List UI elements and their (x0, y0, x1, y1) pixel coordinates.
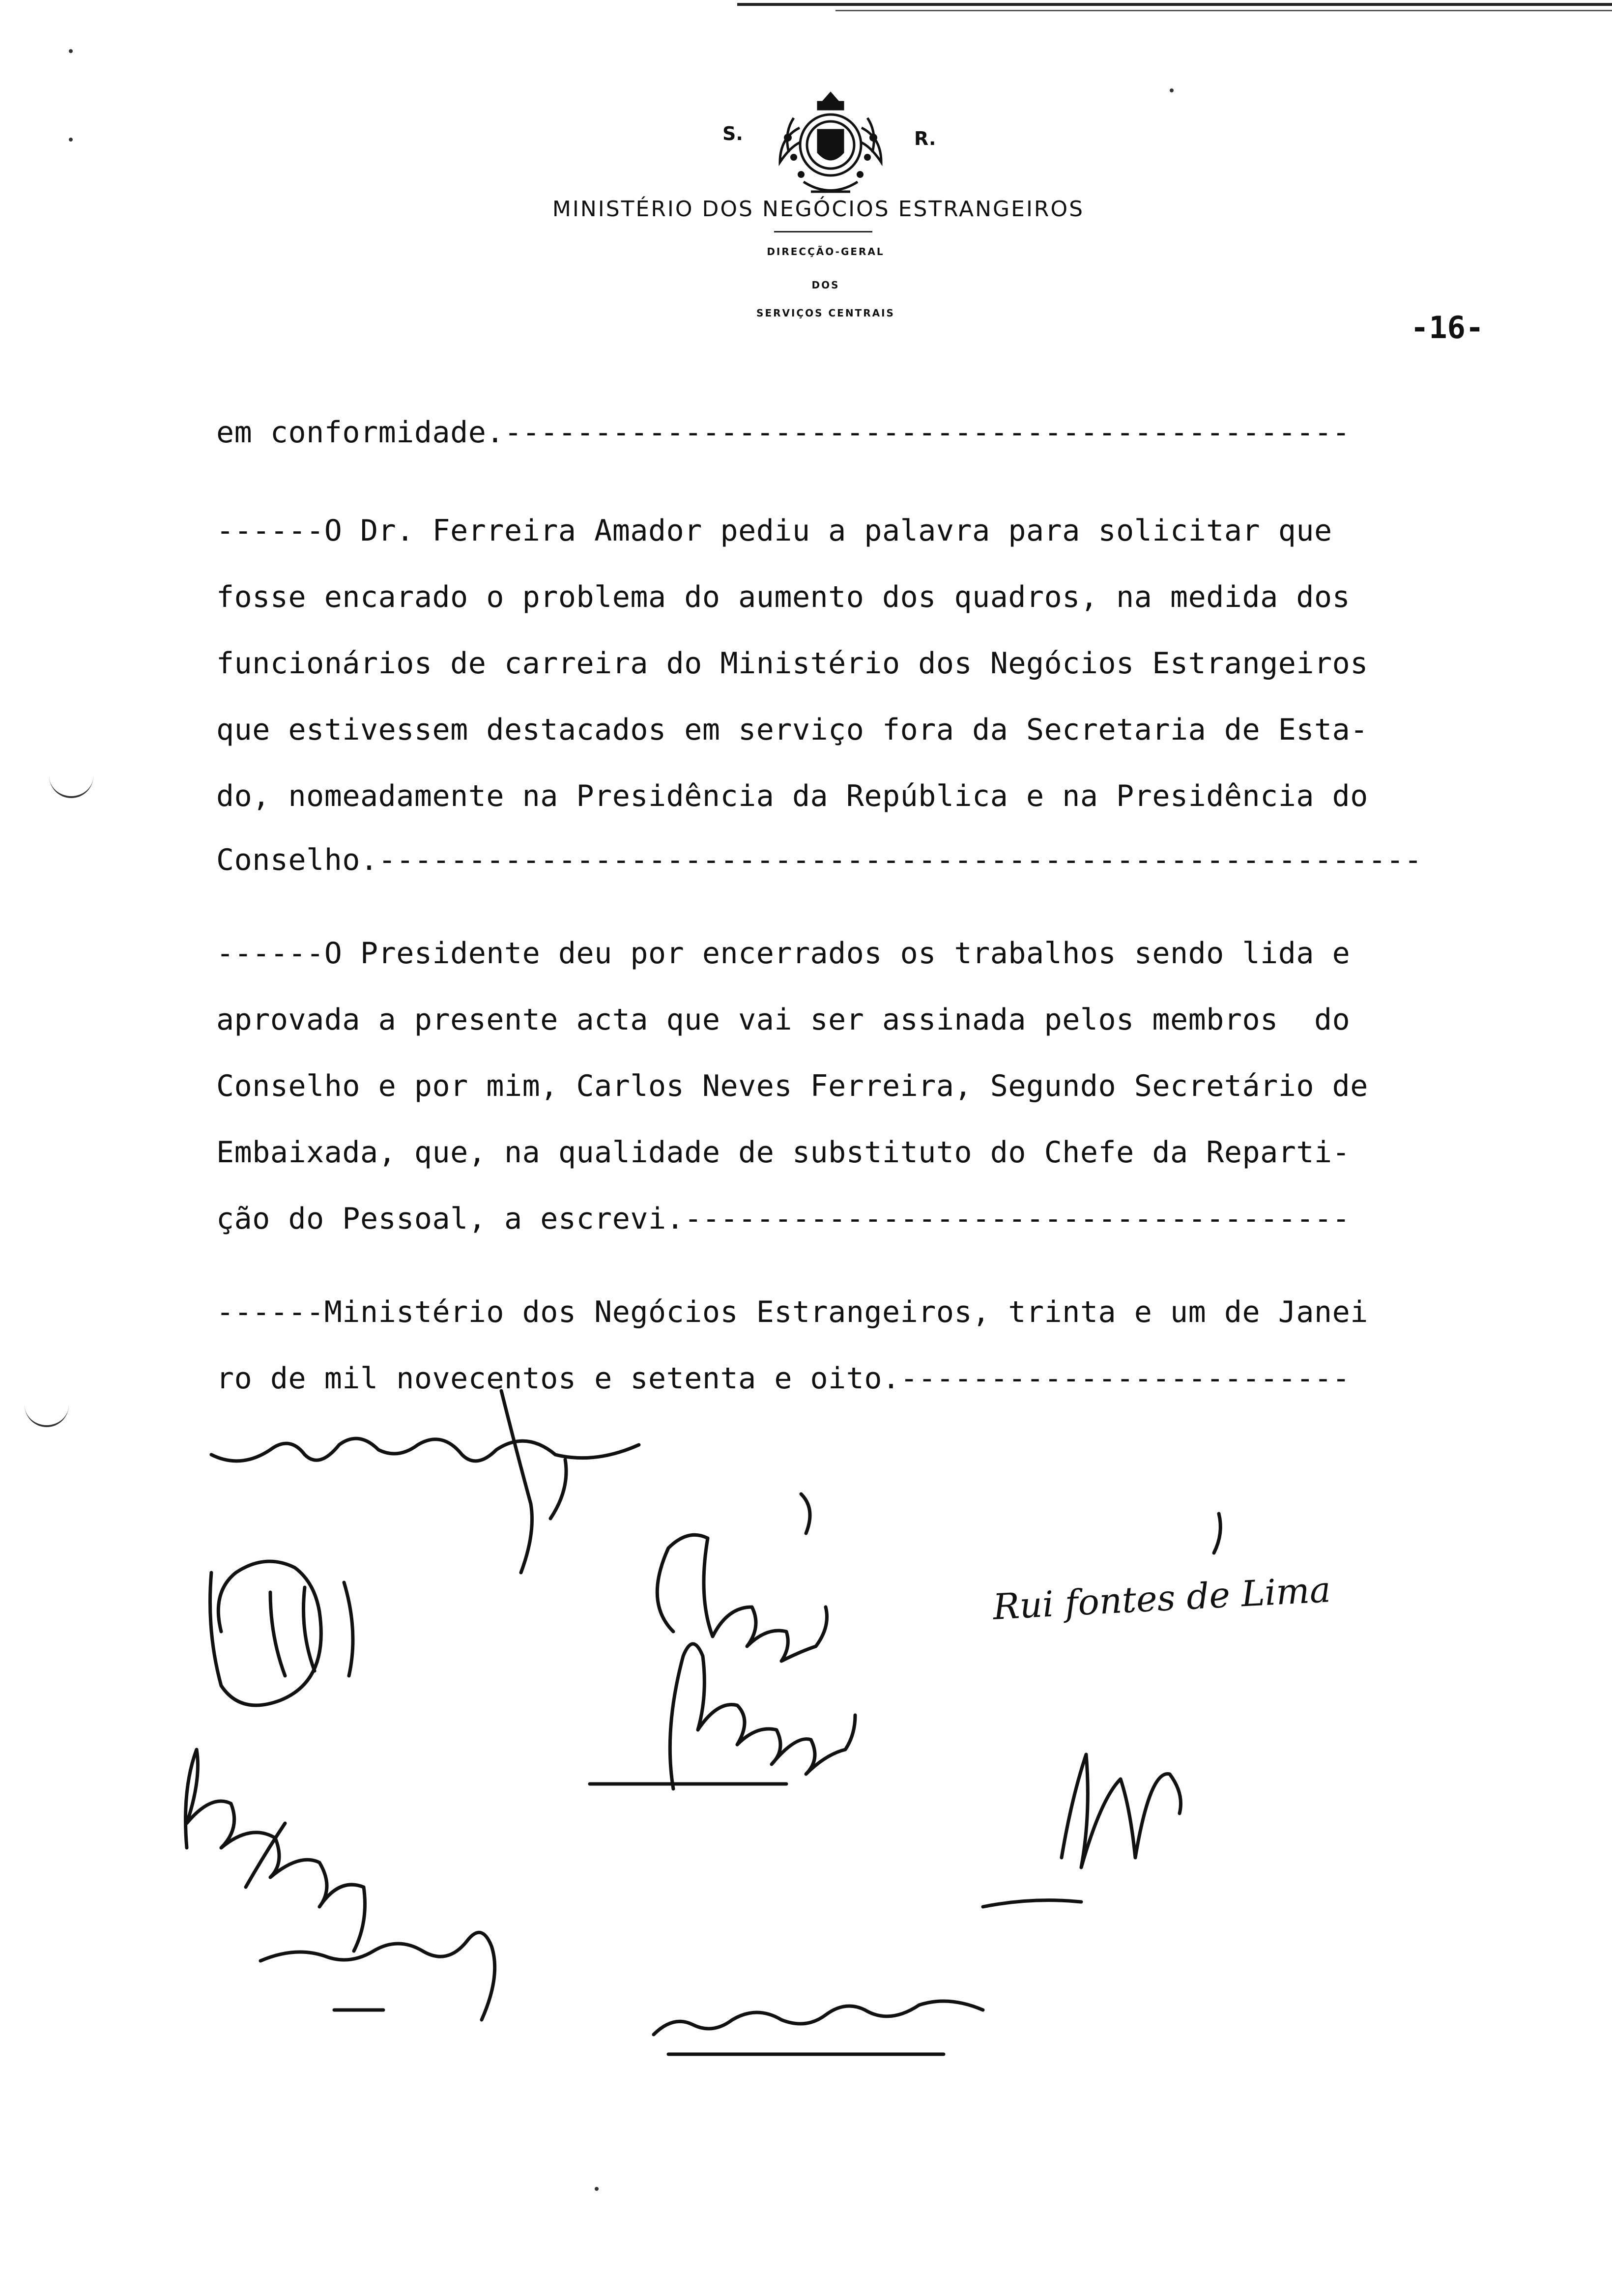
scan-speck (69, 49, 73, 53)
margin-punch-mark (49, 767, 93, 798)
signature-7 (1062, 1754, 1181, 1867)
text-line: aprovada a presente acta que vai ser assinada pelos membros do (216, 1003, 1351, 1037)
text-line: Conselho e por mim, Carlos Neves Ferreira, Segundo Secretário de (216, 1069, 1368, 1103)
letterhead (0, 79, 1612, 354)
text-line: funcionários de carreira do Ministério dos Negócios Estrangeiros (216, 646, 1368, 681)
text-line: ------Ministério dos Negócios Estrangeiros, trinta e um de Janei (216, 1295, 1368, 1329)
directorate-line-3: SERVIÇOS CENTRAIS (756, 307, 895, 319)
signature-block (147, 1386, 1573, 2098)
signature-4 (670, 1644, 855, 1789)
coat-of-arms-icon (764, 84, 897, 206)
signature-5 (186, 1750, 365, 1951)
margin-punch-mark (25, 1396, 69, 1427)
text-line: Conselho.---------------------------------------------------------- (216, 843, 1422, 877)
top-border-line-secondary (835, 10, 1612, 11)
text-line: ção do Pessoal, a escrevi.------------------------------------- (216, 1202, 1351, 1236)
page-number: -16- (1410, 310, 1484, 345)
text-line: ------O Dr. Ferreira Amador pediu a palavra para solicitar que (216, 514, 1332, 548)
text-line: ------O Presidente deu por encerrados os trabalhos sendo lida e (216, 936, 1351, 971)
text-line: ro de mil novecentos e setenta e oito.------------------------- (216, 1361, 1351, 1396)
ministry-name: MINISTÉRIO DOS NEGÓCIOS ESTRANGEIROS (552, 197, 1085, 222)
text-line: em conformidade.----------------------------------------------- (216, 415, 1351, 450)
text-line: do, nomeadamente na Presidência da República e na Presidência do (216, 779, 1368, 813)
signature-1 (211, 1438, 639, 1461)
header-divider (774, 231, 872, 232)
signature-3 (657, 1535, 827, 1661)
signature-8 (654, 2001, 983, 2035)
directorate-line-2: DOS (811, 279, 840, 291)
text-line: Embaixada, que, na qualidade de substituto do Chefe da Reparti- (216, 1135, 1351, 1170)
handwritten-annotation: Rui fontes de Lima (992, 1569, 1332, 1628)
text-line: fosse encarado o problema do aumento dos quadros, na medida dos (216, 580, 1351, 614)
header-left-mark: S. (722, 123, 743, 144)
scan-speck (595, 2187, 599, 2191)
header-right-mark: R. (914, 128, 936, 149)
directorate-line-1: DIRECÇÃO-GERAL (767, 246, 885, 258)
signature-6 (260, 1932, 495, 2020)
handwritten-signatures (147, 1386, 1573, 2098)
top-border-line (737, 3, 1612, 6)
text-line: que estivessem destacados em serviço fora da Secretaria de Esta- (216, 713, 1368, 747)
